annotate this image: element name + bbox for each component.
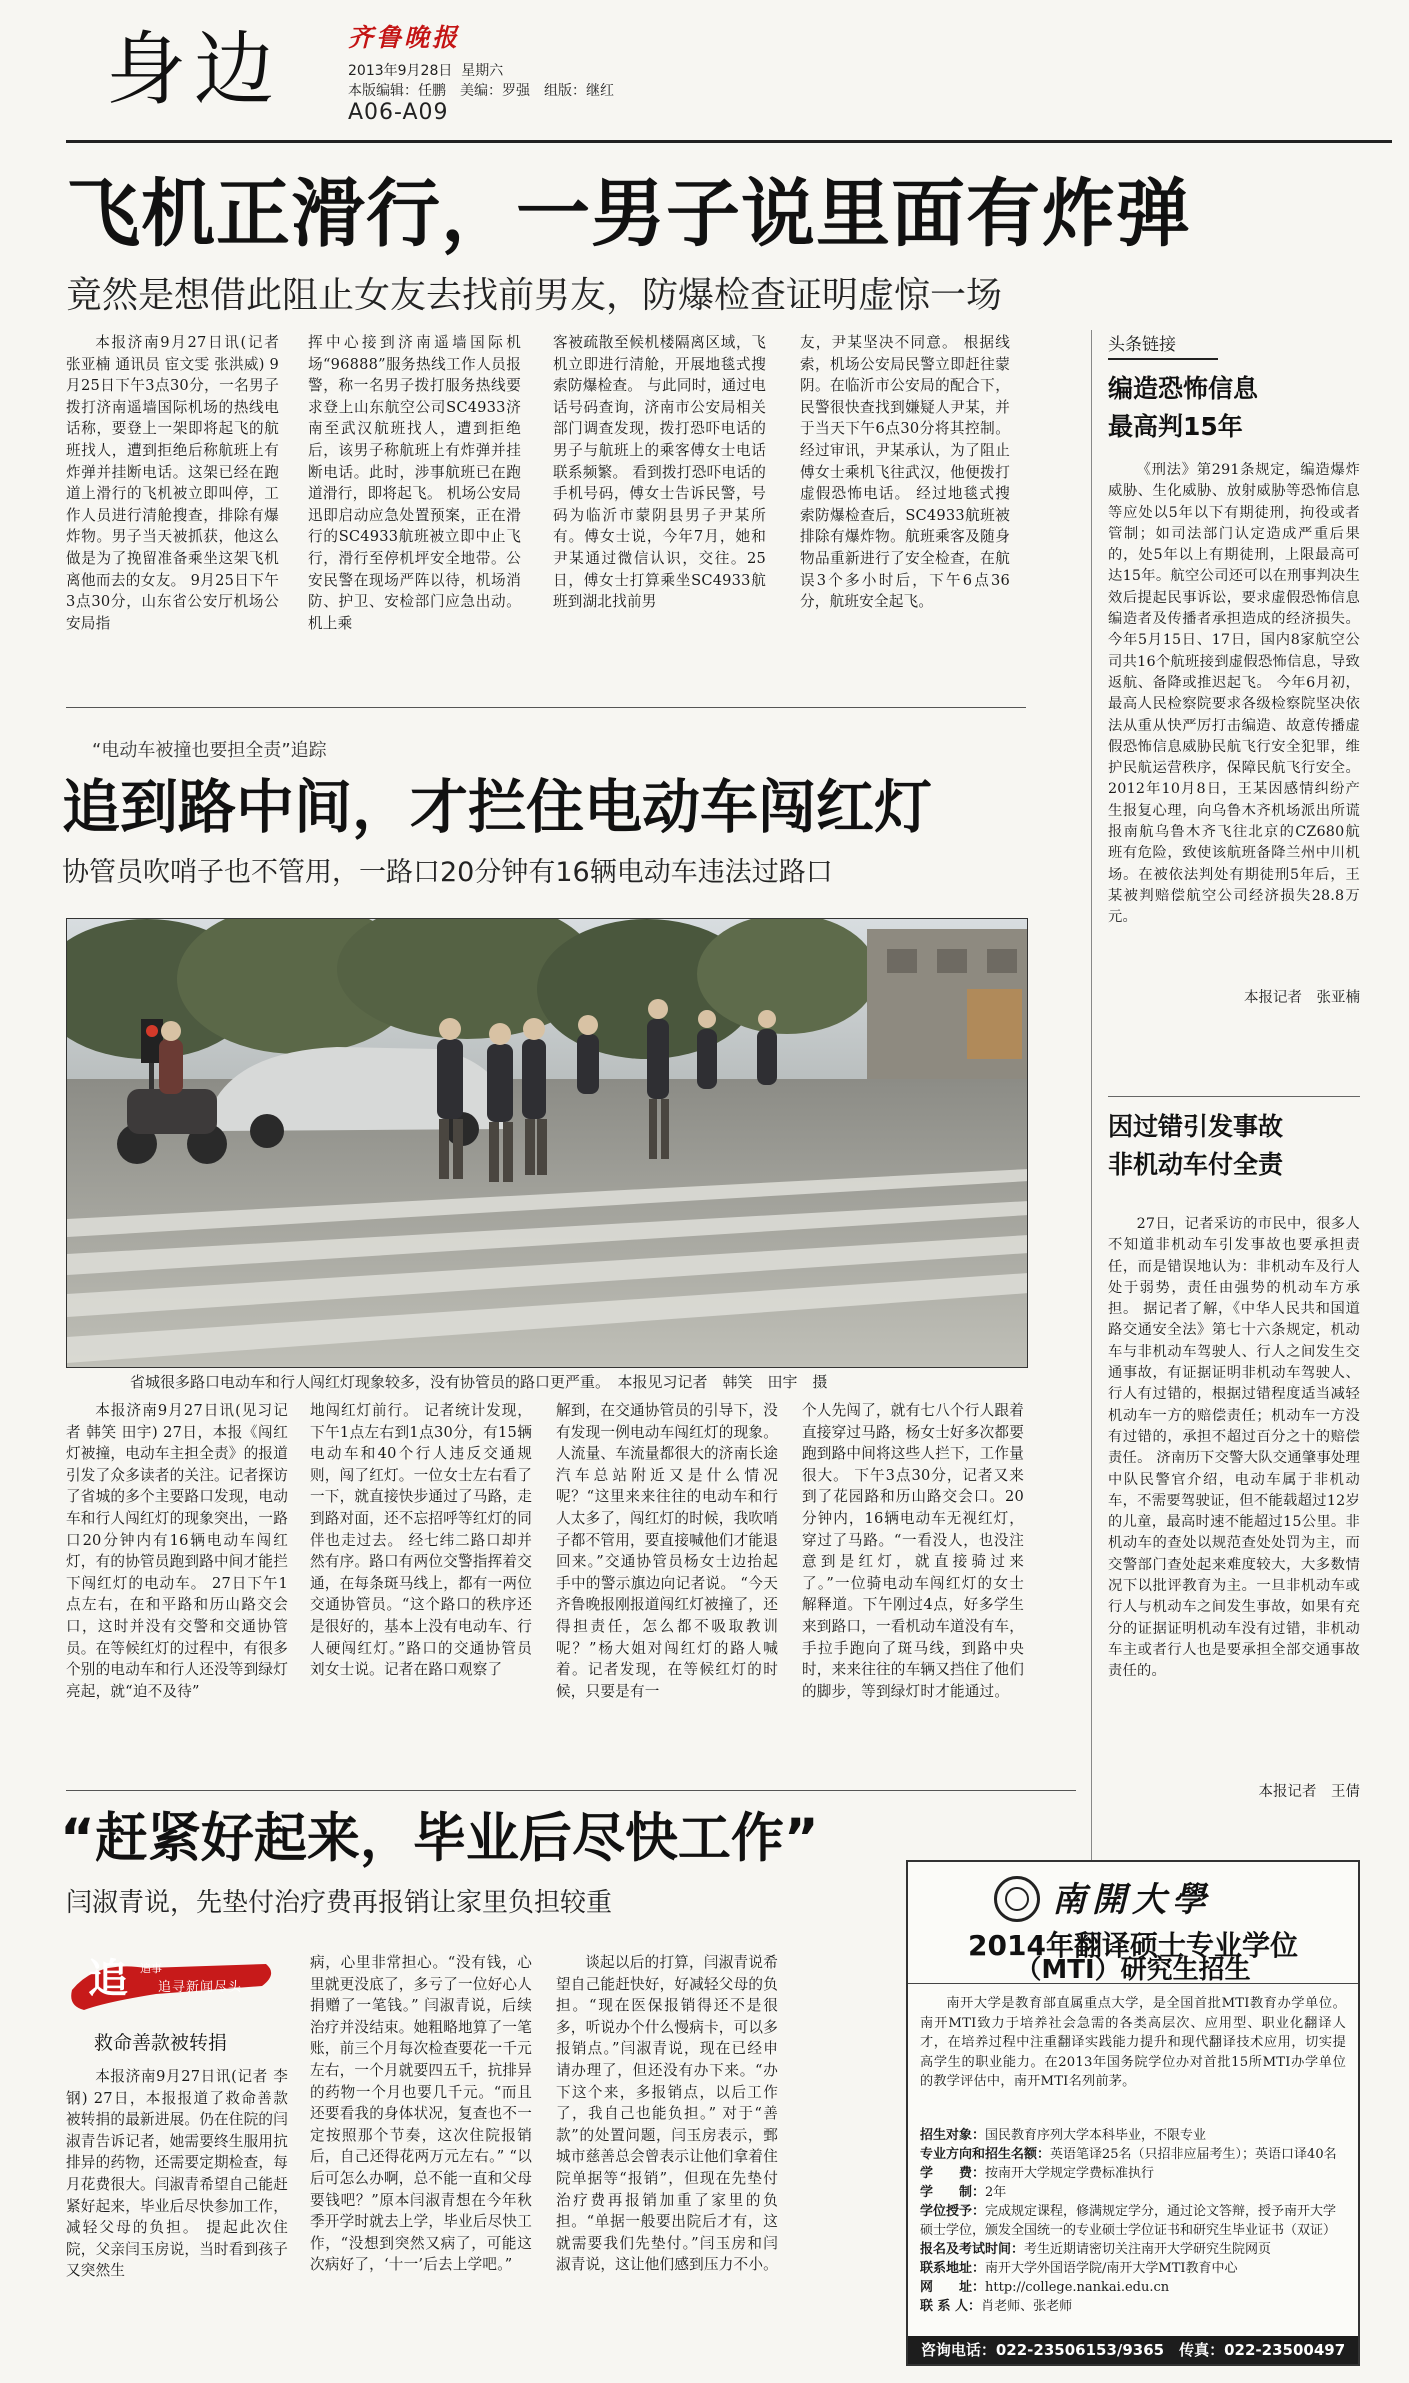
story1-divider: [66, 707, 1026, 708]
ad-row-value: 完成规定课程，修满规定学分，通过论文答辩，授予南开大学硕士学位，颁发全国统一的专业硕士学位证书和研究生毕业证书（双证）: [920, 2204, 1337, 2238]
ad-footer: 咨询电话：022-23506153/9365 传真：022-23500497: [908, 2336, 1358, 2364]
story2-col2-text: 地闯红灯前行。 记者统计发现，下午1点左右到1点30分，有15辆电动车和40个行人违反交通规则，闯了红灯。一位女士左右看了一下，就直接快步通过了马路，走到路对面，还不忘招呼等红灯的同伴也走过去。 经七纬二路口却并然有序。路口有两位交警指挥着交通，在每条斑马线上，都有一两位交通协管员。“这个路口的秩序还是很好的，基本上没有电动车、行人硬闯红灯。”路口的交通协管员刘女士说。记者在路口观察了: [310, 1402, 532, 1679]
ad-row: [920, 2164, 1346, 2183]
sidebar1-body-wrap: [1108, 460, 1360, 982]
story1-col4-text: 友，尹某坚决不同意。 根据线索，机场公安局民警立即赶往蒙阴。在临沂市公安局的配合下，民警很快查找到嫌疑人尹某，并于当天下午6点30分将其控制。经过审讯，尹某承认，为了阻止傅女士乘机飞往武汉，他便拨打虚假恐怖电话。 经过地毯式搜索防爆检查后，SC4933航班被排除有爆炸物。航班乘客及随身物品重新进行了安全检查，在航误3个多小时后，下午6点36分，航班安全起飞。: [800, 334, 1010, 611]
story1-col4: [800, 332, 1010, 694]
weekday-text: 星期六: [461, 63, 504, 79]
ad-row-value: 考生近期请密切关注南开大学研究生院网页: [1024, 2242, 1272, 2257]
ad-row-label: 招生对象：: [920, 2128, 986, 2143]
zhuishi-logo-tag: 追寻新闻尽头: [158, 1980, 243, 1995]
story2-col1-text: 本报济南9月27日讯(见习记者 韩笑 田宇) 27日，本报《闯红灯被撞，电动车主担全责》的报道引发了众多读者的关注。记者探访了省城的多个主要路口发现，电动车和行人闯红灯的现象突出，一路口20分钟内有16辆电动车闯红灯，有的协管员跑到路中间才能拦下闯红灯的电动车。 27日下午1点左右，在和平路和历山路交会口，这时并没有交警和交通协管员。在等候红灯的过程中，有很多个别的电动车和行人还没等到绿灯亮起，就“迫不及待”: [66, 1402, 288, 1700]
ad-row-label: 学位授予：: [920, 2204, 986, 2219]
ad-row-label: 联系地址：: [920, 2261, 986, 2276]
sidebar1-title-line1: 编造恐怖信息: [1108, 374, 1259, 403]
sidebar1-body: 《刑法》第291条规定，编造爆炸威胁、生化威胁、放射威胁等恐怖信息等应处以5年以下有期徒刑，拘役或者管制；如司法部门认定造成严重后果的，处5年以上有期徒刑，上限最高可达15年。航空公司还可以在刑事判决生效后提起民事诉讼，要求虚假恐怖信息编造者及传播者承担造成的经济损失。 今年5月15日、17日，国内8家航空公司共16个航班接到虚假恐怖信息，导致返航、备降或推迟起飞。 今年6月初，最高人民检察院要求各级检察院坚决依法从重从快严厉打击编造、故意传播虚假恐怖信息威胁民航飞行安全犯罪，维护民航运营秩序，保障民航飞行安全。 2012年10月8日，王某因感情纠纷产生报复心理，向乌鲁木齐机场派出所谎报南航乌鲁木齐飞往北京的CZ680航班有危险，致使该航班备降兰州中川机场。在被依法判处有期徒刑5年后，王某被判赔偿航空公司经济损失28.8万元。: [1108, 462, 1360, 926]
sidebar2-byline: 本报记者 王倩: [1258, 1784, 1360, 1800]
ad-row-label: 学 费：: [920, 2166, 986, 2181]
sidebar1-byline: 本报记者 张亚楠: [1244, 990, 1360, 1006]
zhuishi-logo-small: 追事: [140, 1962, 162, 1975]
ad-row-label: 联 系 人：: [920, 2299, 982, 2314]
sidebar1-kicker: 头条链接: [1108, 330, 1218, 360]
editors-line: 本版编辑：任鹏 美编：罗强 组版：继红: [348, 83, 614, 99]
ad-intro: 南开大学是教育部直属重点大学，是全国首批MTI教育办学单位。南开MTI致力于培养社会急需的各类高层次、应用型、职业化翻译人才，在培养过程中注重翻译实践能力提升和现代翻译技术应用，切实提高学生的职业能力。在2013年国务院学位办对首批15所MTI办学单位的教学评估中，南开MTI名列前茅。: [920, 1996, 1346, 2089]
story1-col1-text: 本报济南9月27日讯(记者 张亚楠 通讯员 宦文雯 张洪威) 9月25日下午3点30分，一名男子拨打济南遥墙国际机场的热线电话称，要登上一架即将起飞的航班找人，遭到拒绝后称航班上有炸弹并挂断电话。这架已经在跑道上滑行的飞机被立即叫停，工作人员进行清舱搜查，排除有爆炸物。男子当天被抓获，他这么做是为了挽留准备乘坐这架飞机离他而去的女友。 9月25日下午3点30分，山东省公安厅机场公安局指: [66, 334, 279, 632]
page-range: A06-A09: [348, 100, 449, 125]
sidebar2-title-line1: 因过错引发事故: [1108, 1112, 1284, 1141]
sidebar1: [1108, 330, 1360, 1070]
ad-row: [920, 2145, 1346, 2164]
story3-col1-text: 本报济南9月27日讯(记者 李钢) 27日，本报报道了救命善款被转捐的最新进展。仍在住院的闫淑青告诉记者，她需要终生服用抗排异的药物，还需要定期检查，每月花费很大。闫淑青希望自己能赶紧好起来，毕业后尽快参加工作，减轻父母的负担。 提起此次住院，父亲闫玉房说，当时看到孩子又突然生: [66, 2068, 288, 2280]
story3-col1: [66, 2066, 288, 2366]
date-text: 2013年9月28日: [348, 63, 453, 79]
ad-row-value: 南开大学外国语学院/南开大学MTI教育中心: [985, 2261, 1238, 2276]
ad-row: [920, 2240, 1346, 2259]
street-crossing-photo: [66, 918, 1028, 1368]
ad-university-name: 南開大學: [1052, 1880, 1212, 1920]
story3-headline: “赶紧好起来，毕业后尽快工作”: [60, 1808, 819, 1869]
ad-row: [920, 2202, 1346, 2240]
ad-header: [908, 1862, 1358, 1984]
section-title: 身边: [106, 23, 282, 116]
story2-col2: [310, 1400, 532, 1770]
ad-row-value: 2年: [985, 2185, 1007, 2200]
story2-headline: 追到路中间，才拦住电动车闯红灯: [62, 773, 933, 841]
zhuishi-logo: [66, 1950, 286, 2016]
sidebar2-body-wrap: [1108, 1214, 1360, 1774]
ad-row: [920, 2183, 1346, 2202]
ad-row-value: 肖老师、张老师: [981, 2299, 1073, 2314]
story2-col3-text: 解到，在交通协管员的引导下，没有发现一例电动车闯红灯的现象。 人流量、车流量都很大的济南长途汽车总站附近又是什么情况呢？“这里来来往往的电动车和行人太多了，闯红灯的时候，我吹哨子都不管用，要直接喊他们才能退回来。”交通协管员杨女士边抬起手中的警示旗边向记者说。 “今天齐鲁晚报刚报道闯红灯被撞了，还得担责任，怎么都不吸取教训呢？”杨大姐对闯红灯的路人喊着。记者发现，在等候红灯的时候，只要是有一: [556, 1402, 778, 1700]
story2-col4: [802, 1400, 1024, 1770]
ad-row-value: 按南开大学规定学费标准执行: [985, 2166, 1155, 2181]
story3-col3-text: 谈起以后的打算，闫淑青说希望自己能赶快好，好减轻父母的负担。“现在医保报销得还不是很多，听说办个什么慢病卡，可以多报销点。”闫淑青说，现在已经申请办理了，但还没有办下来。“办下这个来，多报销点，以后工作了，我自己也能负担。” 对于“善款”的处置问题，闫玉房表示，鄄城市慈善总会曾表示让他们拿着住院单据等“报销”，但现在先垫付治疗费再报销加重了家里的负担。“单据一般要出院后才有，这就需要我们先垫付。”闫玉房和闫淑青说，这让他们感到压力不小。: [556, 1954, 778, 2274]
sidebar2-title-line2: 非机动车付全责: [1108, 1150, 1284, 1179]
nankai-seal-icon: [994, 1876, 1040, 1922]
ad-row-value: 国民教育序列大学本科毕业，不限专业: [985, 2128, 1207, 2143]
ad-row-label: 专业方向和招生名额：: [920, 2147, 1051, 2162]
ad-row: [920, 2259, 1346, 2278]
ad-row-value: 英语笔译25名（只招非应届考生）；英语口译40名: [1050, 2147, 1337, 2162]
story3-col2: [310, 1952, 532, 2366]
ad-row-label: 网 址：: [920, 2280, 986, 2295]
ad-row: [920, 2126, 1346, 2145]
sidebar2-top-rule: [1108, 1096, 1360, 1097]
story3-side-title: 救命善款被转捐: [94, 2032, 228, 2054]
zhuishi-logo-char: 追: [88, 1955, 128, 2002]
issue-date: [348, 60, 503, 80]
story2-col3: [556, 1400, 778, 1770]
story1-subhead: 竟然是想借此阻止女友去找前男友，防爆检查证明虚惊一场: [66, 275, 1003, 316]
ad-row: [920, 2278, 1346, 2297]
ad-details: [920, 2126, 1346, 2326]
story1-col1: [66, 332, 279, 694]
story1-headline: 飞机正滑行，一男子说里面有炸弹: [66, 171, 1191, 257]
story2-kicker: “电动车被撞也要担全责”追踪: [92, 740, 327, 761]
right-column-divider: [1091, 330, 1092, 1860]
mti-ad: [906, 1860, 1360, 2366]
photo-caption: 省城很多路口电动车和行人闯红灯现象较多，没有协管员的路口更严重。 本报见习记者 韩笑 田宇 摄: [130, 1373, 828, 1391]
photo-illustration: [67, 919, 1028, 1368]
ad-intro-wrap: [920, 1994, 1346, 2118]
story1-col2: [308, 332, 521, 694]
story2-subhead: 协管员吹哨子也不管用，一路口20分钟有16辆电动车违法过路口: [62, 857, 833, 888]
sidebar2-body: 27日，记者采访的市民中，很多人不知道非机动车引发事故也要承担责任，而是错误地认为：非机动车及行人处于弱势，责任由强势的机动车方承担。 据记者了解，《中华人民共和国道路交通安全法》第七十六条规定，机动车与非机动车驾驶人、行人之间发生交通事故，有证据证明非机动车驾驶人、行人有过错的，根据过错程度适当减轻机动车一方的赔偿责任；机动车一方没有过错的，承担不超过百分之十的赔偿责任。 济南历下交警大队交通肇事处理中队民警官介绍，电动车属于非机动车，不需要驾驶证，但不能载超过12岁的儿童，最高时速不能超过15公里。非机动车的查处以规范查处处罚为主，而交警部门查处起来难度较大，大多数情况下以批评教育为主。一旦非机动车或行人与机动车之间发生事故，如果有充分的证据证明机动车没有过错，非机动车主或者行人也是要承担全部交通事故责任的。: [1108, 1216, 1360, 1680]
story1-col2-text: 挥中心接到济南遥墙国际机场“96888”服务热线工作人员报警，称一名男子拨打服务热线要求登上山东航空公司SC4933济南至武汉航班找人，遭到拒绝后，该男子称航班上有炸弹并挂断电话。此时，涉事航班已在跑道滑行，即将起飞。 机场公安局迅即启动应急处置预案，正在滑行的SC4933航班被立即中止飞行，滑行至停机坪安全地带。公安民警在现场严阵以待，机场消防、护卫、安检部门应急出动。机上乘: [308, 334, 521, 632]
ad-row-value: http://college.nankai.edu.cn: [985, 2280, 1170, 2295]
ad-row-label: 学 制：: [920, 2185, 986, 2200]
sidebar2: [1108, 1100, 1360, 1840]
ad-row: [920, 2297, 1346, 2316]
paper-logo: 齐鲁晚报: [348, 23, 461, 52]
story2-col4-text: 个人先闯了，就有七八个行人跟着直接穿过马路，杨女士好多次都要跑到路中间将这些人拦下，工作量很大。 下午3点30分，记者又来到了花园路和历山路交会口。20分钟内，16辆电动车无视红灯，穿过了马路。“一看没人，也没注意到是红灯，就直接骑过来了。”一位骑电动车闯红灯的女士解释道。下午刚过4点，好多学生来到路口，一看机动车道没有车，手拉手跑向了斑马线，到路中央时，来来往往的车辆又挡住了他们的脚步，等到绿灯时才能通过。: [802, 1402, 1024, 1700]
masthead: [0, 0, 1409, 145]
story1-col3-text: 客被疏散至候机楼隔离区域，飞机立即进行清舱，开展地毯式搜索防爆检查。 与此同时，通过电话号码查询，济南市公安局相关部门调查发现，拨打恐吓电话的男子与航班上的乘客傅女士电话联系频繁。 看到拨打恐吓电话的手机号码，傅女士告诉民警，号码为临沂市蒙阴县男子尹某所有。傅女士说，今年7月，她和尹某通过微信认识，交往。25日，傅女士打算乘坐SC4933航班到湖北找前男: [553, 334, 766, 611]
story2-bottom-divider: [66, 1790, 1076, 1791]
ad-row-label: 报名及考试时间：: [920, 2242, 1025, 2257]
story1-col3: [553, 332, 766, 694]
sidebar1-title-line2: 最高判15年: [1108, 412, 1243, 441]
masthead-rule: [66, 140, 1392, 143]
story3-subhead: 闫淑青说，先垫付治疗费再报销让家里负担较重: [66, 1888, 613, 1918]
ad-title-line1: 2014年翻译硕士专业学位: [968, 1929, 1298, 1962]
story2-col1: [66, 1400, 288, 1770]
ad-title-line2: （MTI）研究生招生: [1015, 1955, 1251, 1985]
story3-col3: [556, 1952, 778, 2366]
story3-col2-text: 病，心里非常担心。“没有钱，心里就更没底了，多亏了一位好心人捐赠了一笔钱。” 闫淑青说，后续治疗并没结束。她粗略地算了一笔账，前三个月每次检查要花一千元左右，一个月就要四五千，抗排异的药物一个月也要几千元。“而且还要看我的身体状况，复查也不一定按照那个节奏，这次住院报销后，自己还得花两万元左右。” “以后可怎么办啊，总不能一直和父母要钱吧？”原本闫淑青想在今年秋季开学时就去上学，毕业后尽快工作，“没想到突然又病了，可能这次病好了，‘十一’后去上学吧。”: [310, 1954, 532, 2274]
